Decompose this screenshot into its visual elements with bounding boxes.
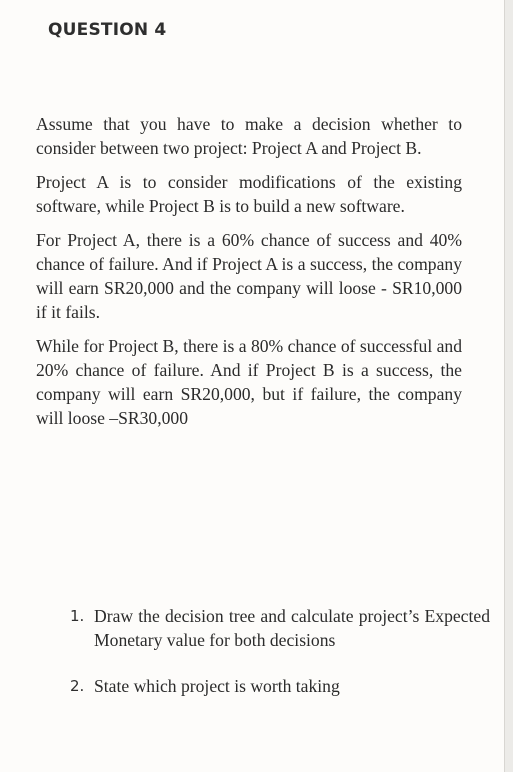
list-item-text: Draw the decision tree and calculate project’s Expected Monetary value for both decisions [94,606,490,650]
list-item [70,604,490,652]
paragraph-project-a-details: For Project A, there is a 60% chance of success and 40% chance of failure. And if Project A is a success, the company will earn SR20,000 and the company will loose - SR10,000 if it fails. [36,230,462,322]
question-title: QUESTION 4 [48,20,167,40]
list-item-number: 1. [70,607,85,625]
list-item-number: 2. [70,677,85,695]
list-item [70,674,490,698]
task-list [70,604,490,698]
question-body [36,112,462,436]
list-item-text: State which project is worth taking [94,676,340,696]
paragraph-project-descriptions: Project A is to consider modifications of the existing software, while Project B is to build a new software. [36,172,462,216]
paragraph-project-b-details: While for Project B, there is a 80% chance of successful and 20% chance of failure. And if Project B is a success, the company will earn SR20,000, but if failure, the company will loose –SR30,000 [36,336,463,428]
paragraph-intro: Assume that you have to make a decision whether to consider between two project: Project A and Project B. [36,114,462,158]
